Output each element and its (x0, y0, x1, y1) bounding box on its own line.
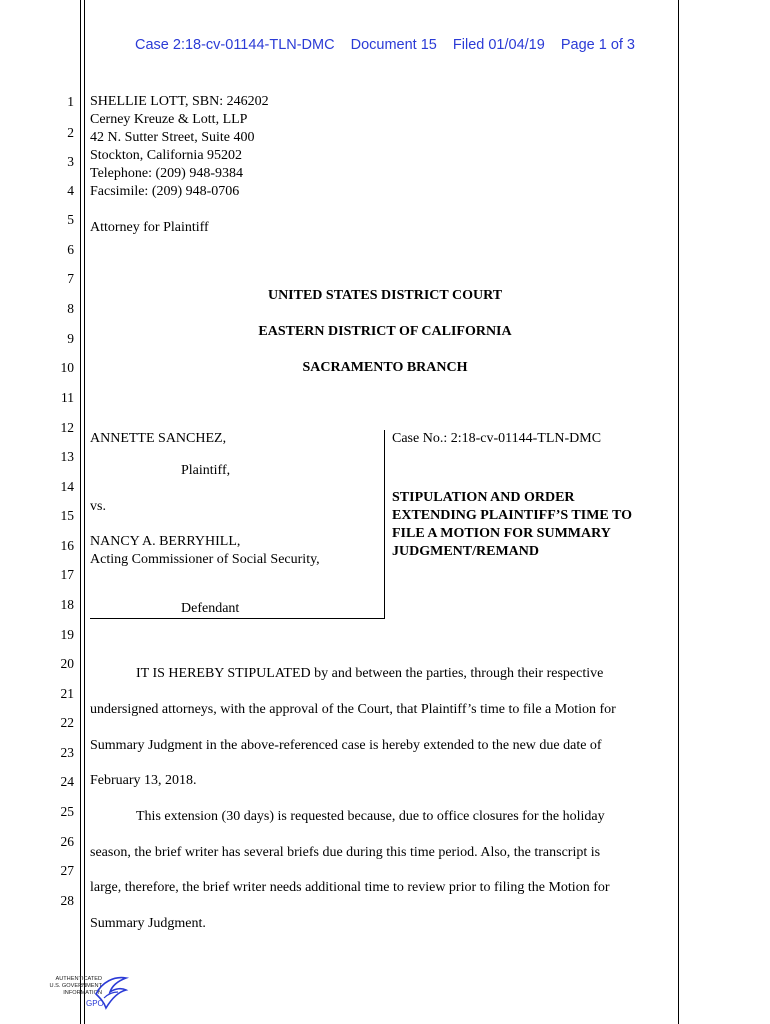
seal-line: AUTHENTICATED (55, 976, 102, 982)
line-number: 13 (60, 449, 74, 464)
body-line: season, the brief writer has several briefs due during this time period. Also, the transcript is (90, 845, 601, 860)
line-number: 19 (60, 627, 74, 642)
line-number: 7 (67, 271, 74, 286)
header-case-number: Case 2:18-cv-01144-TLN-DMC (135, 37, 335, 53)
caption-divider-horizontal (90, 618, 385, 619)
line-number: 3 (67, 154, 74, 169)
line-number: 27 (60, 863, 74, 878)
line-number: 11 (61, 390, 74, 405)
document-title-line: JUDGMENT/REMAND (392, 544, 539, 559)
court-branch: SACRAMENTO BRANCH (302, 360, 468, 375)
header-page: Page 1 of 3 (560, 37, 635, 53)
plaintiff-role: Plaintiff, (181, 463, 231, 478)
line-number: 21 (60, 686, 74, 701)
defendant-title: Acting Commissioner of Social Security, (90, 552, 320, 567)
attorney-address-line2: Stockton, California 95202 (90, 148, 243, 163)
plaintiff-name: ANNETTE SANCHEZ, (90, 431, 227, 446)
body-line: This extension (30 days) is requested because, due to office closures for the holiday (136, 809, 605, 824)
line-number: 26 (60, 834, 74, 849)
right-margin-rule (678, 0, 679, 1024)
court-name: UNITED STATES DISTRICT COURT (267, 288, 503, 303)
header-document: Document 15 (350, 37, 437, 53)
attorney-firm: Cerney Kreuze & Lott, LLP (90, 112, 248, 127)
line-number: 18 (60, 597, 74, 612)
header-filed-date: Filed 01/04/19 (452, 37, 545, 53)
attorney-role: Attorney for Plaintiff (90, 220, 209, 235)
line-number: 22 (60, 715, 74, 730)
line-number: 16 (60, 538, 74, 553)
body-line: IT IS HEREBY STIPULATED by and between the parties, through their respective (136, 666, 604, 681)
document-title-line: EXTENDING PLAINTIFF’S TIME TO (392, 508, 632, 523)
line-number: 10 (60, 360, 74, 375)
court-district: EASTERN DISTRICT OF CALIFORNIA (258, 324, 512, 339)
line-number: 20 (60, 656, 74, 671)
versus: vs. (90, 499, 106, 514)
caption-divider-vertical (384, 430, 385, 618)
line-number: 24 (60, 774, 74, 789)
seal-line: U.S. GOVERNMENT (49, 983, 102, 989)
line-number: 15 (60, 508, 74, 523)
body-line: large, therefore, the brief writer needs additional time to review prior to filing the Motion for (90, 880, 610, 895)
attorney-telephone: Telephone: (209) 948-9384 (90, 166, 243, 181)
line-number: 23 (60, 745, 74, 760)
body-line: Summary Judgment. (90, 916, 206, 931)
line-number: 17 (60, 567, 74, 582)
defendant-name: NANCY A. BERRYHILL, (90, 534, 241, 549)
line-number: 1 (67, 94, 74, 109)
gpo-authentication-seal (40, 972, 130, 1016)
body-line: undersigned attorneys, with the approval of the Court, that Plaintiff’s time to file a Motion for (90, 702, 616, 717)
seal-line: INFORMATION (63, 990, 102, 996)
body-line: Summary Judgment in the above-referenced case is hereby extended to the new due date of (90, 738, 602, 753)
attorney-address-line1: 42 N. Sutter Street, Suite 400 (90, 130, 255, 145)
line-number: 14 (60, 479, 74, 494)
case-number: Case No.: 2:18-cv-01144-TLN-DMC (392, 431, 602, 446)
line-number: 28 (60, 893, 74, 908)
seal-gpo: GPO (86, 999, 104, 1008)
line-number: 5 (67, 212, 74, 227)
line-number: 25 (60, 804, 74, 819)
document-title-line: STIPULATION AND ORDER (392, 490, 575, 505)
defendant-role: Defendant (181, 601, 240, 616)
line-number: 6 (67, 242, 74, 257)
body-line: February 13, 2018. (90, 773, 197, 788)
attorney-facsimile: Facsimile: (209) 948-0706 (90, 184, 240, 199)
line-number: 2 (67, 125, 74, 140)
line-number: 12 (60, 420, 74, 435)
filing-header (0, 37, 770, 53)
left-margin-rule-outer (80, 0, 81, 1024)
line-number: 4 (67, 183, 74, 198)
left-margin-rule-inner (84, 0, 85, 1024)
line-number: 8 (67, 301, 74, 316)
attorney-name: SHELLIE LOTT, SBN: 246202 (90, 94, 269, 109)
document-title-line: FILE A MOTION FOR SUMMARY (392, 526, 611, 541)
line-number: 9 (67, 331, 74, 346)
